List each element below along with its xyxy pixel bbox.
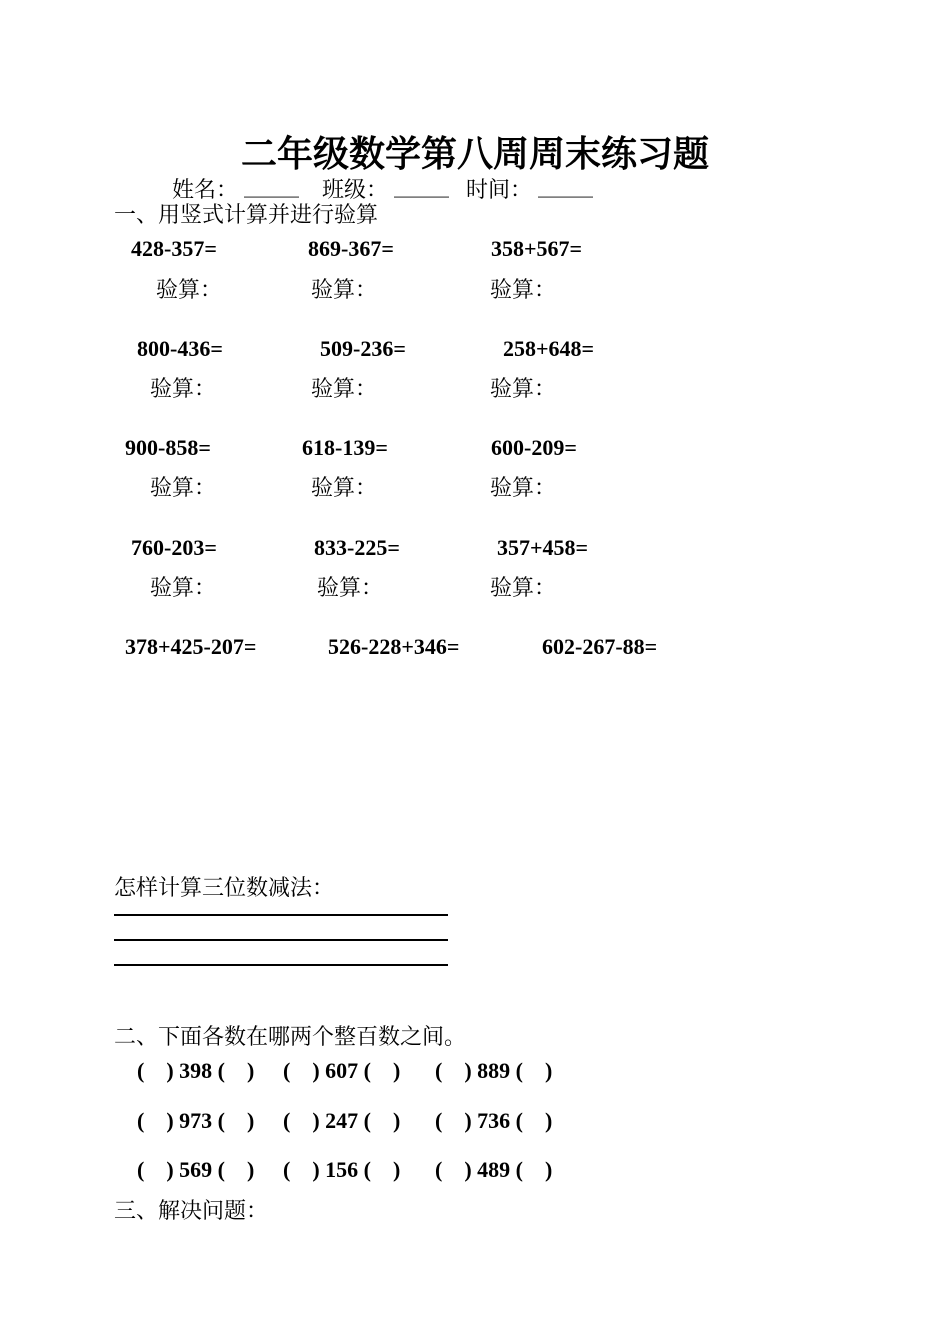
problem: 869-367= — [308, 236, 394, 261]
hundreds-item: ( ) 889 ( ) — [435, 1058, 553, 1083]
check-label: 验算： — [490, 476, 557, 501]
class-label: 班级： — [322, 178, 389, 203]
check-label: 验算： — [311, 476, 378, 501]
check-label: 验算： — [490, 576, 557, 601]
problem: 833-225= — [314, 535, 400, 560]
check-label: 验算： — [150, 476, 217, 501]
problem: 800-436= — [137, 336, 223, 361]
check-label: 验算： — [490, 377, 557, 402]
check-label: 验算： — [150, 576, 217, 601]
hundreds-item: ( ) 973 ( ) — [137, 1108, 255, 1133]
mixed-problem: 602-267-88= — [542, 634, 658, 659]
check-label: 验算： — [150, 377, 217, 402]
section3-heading: 三、解决问题： — [114, 1199, 269, 1224]
mixed-problem: 378+425-207= — [125, 634, 257, 659]
check-label: 验算： — [317, 576, 384, 601]
name-label: 姓名： — [172, 178, 239, 203]
problem: 900-858= — [125, 435, 211, 460]
problem: 357+458= — [497, 535, 589, 560]
subtraction-question: 怎样计算三位数减法： — [114, 876, 335, 901]
hundreds-item: ( ) 398 ( ) — [137, 1058, 255, 1083]
hundreds-item: ( ) 247 ( ) — [283, 1108, 401, 1133]
answer-line — [114, 939, 448, 941]
answer-line — [114, 914, 448, 916]
page-title: 二年级数学第八周周末练习题 — [240, 133, 709, 175]
problem: 618-139= — [302, 435, 388, 460]
hundreds-item: ( ) 569 ( ) — [137, 1157, 255, 1182]
name-blank: _____ — [244, 173, 299, 198]
hundreds-item: ( ) 489 ( ) — [435, 1157, 553, 1182]
problem: 600-209= — [491, 435, 577, 460]
class-blank: _____ — [394, 173, 449, 198]
hundreds-item: ( ) 736 ( ) — [435, 1108, 553, 1133]
check-label: 验算： — [490, 278, 557, 303]
time-blank: _____ — [538, 173, 593, 198]
problem: 760-203= — [131, 535, 217, 560]
mixed-problem: 526-228+346= — [328, 634, 460, 659]
answer-line — [114, 964, 448, 966]
problem: 509-236= — [320, 336, 406, 361]
time-label: 时间： — [466, 178, 533, 203]
hundreds-item: ( ) 607 ( ) — [283, 1058, 401, 1083]
problem: 428-357= — [131, 236, 217, 261]
hundreds-item: ( ) 156 ( ) — [283, 1157, 401, 1182]
problem: 358+567= — [491, 236, 583, 261]
check-label: 验算： — [311, 278, 378, 303]
check-label: 验算： — [311, 377, 378, 402]
problem: 258+648= — [503, 336, 595, 361]
section2-heading: 二、下面各数在哪两个整百数之间。 — [114, 1025, 467, 1050]
check-label: 验算： — [156, 278, 223, 303]
section1-heading: 一、用竖式计算并进行验算 — [114, 203, 379, 228]
